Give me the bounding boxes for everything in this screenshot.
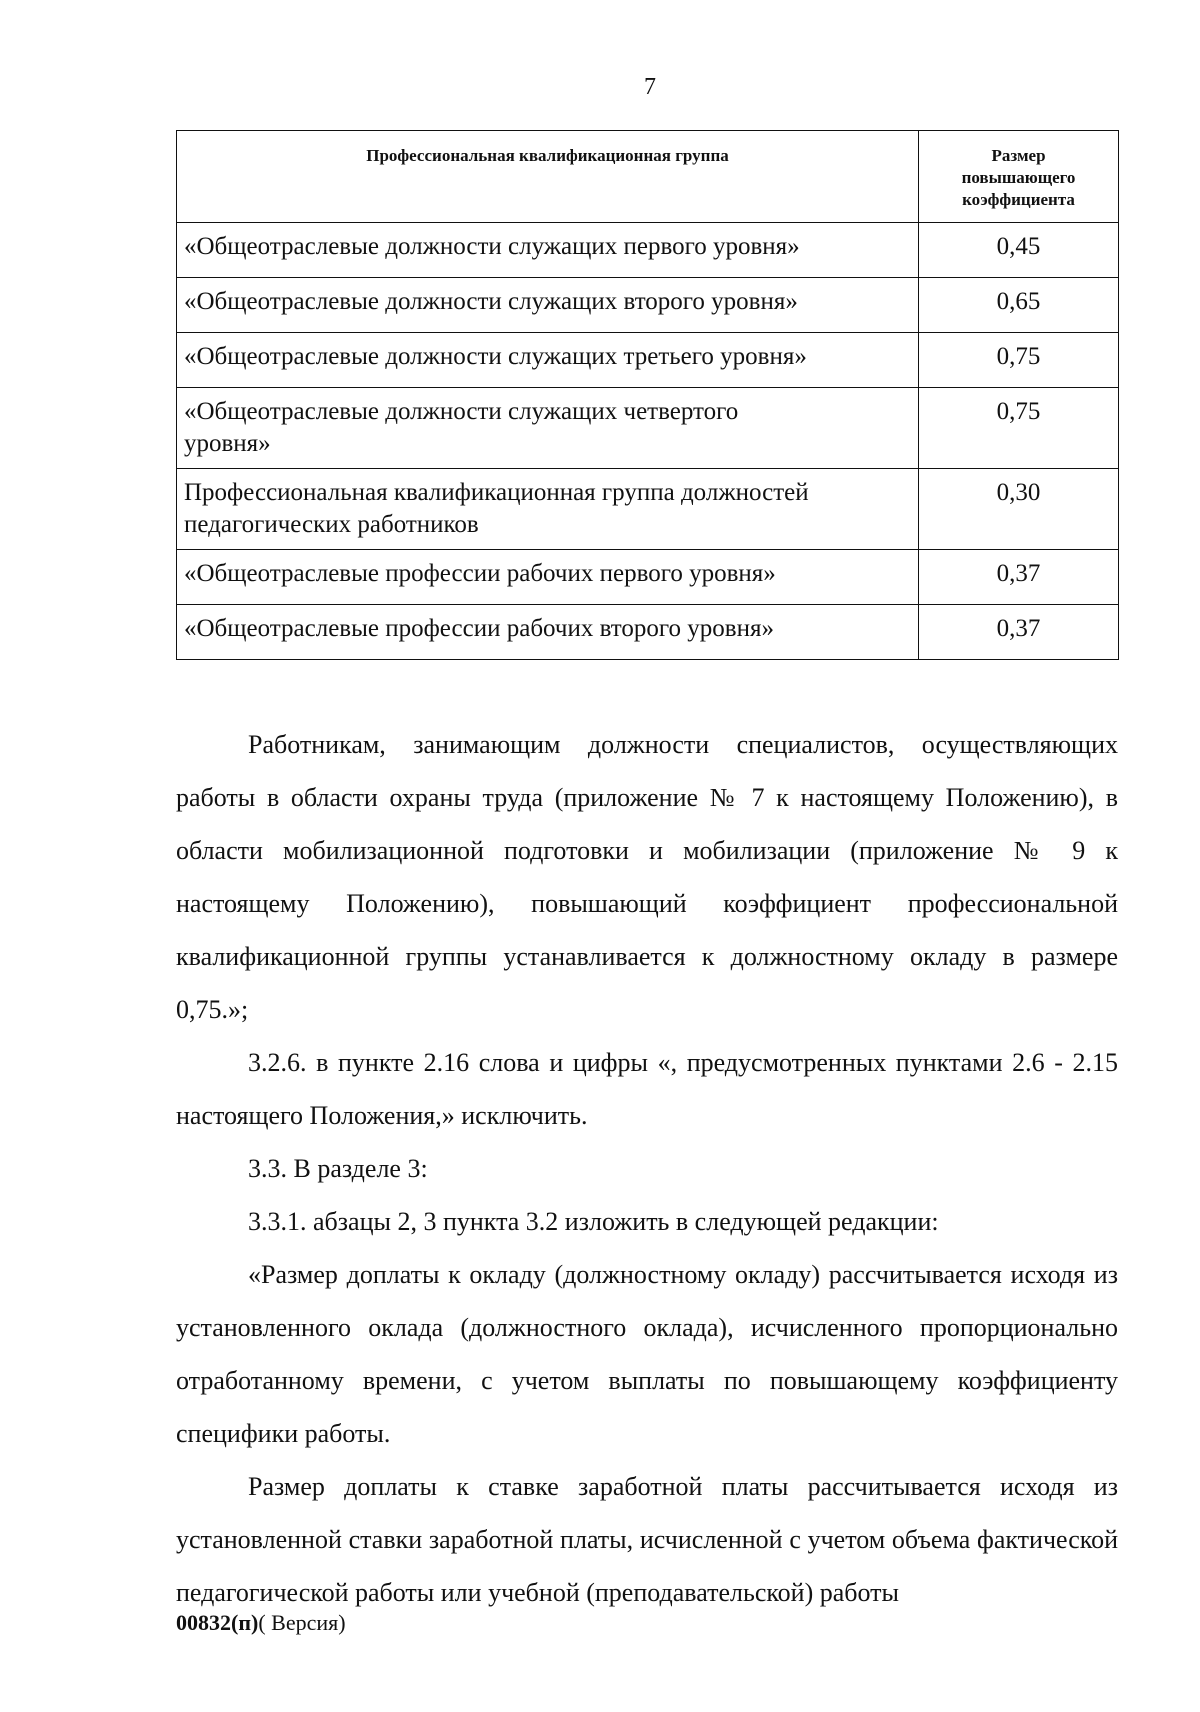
row-value: 0,37	[919, 550, 1119, 605]
paragraph: Размер доплаты к ставке заработной платы рассчитывается исходя из установленной ставки заработной платы, исчисленной с учетом объема фактической педагогической работы или учебной (преподавательской) работы	[176, 1472, 1118, 1607]
table-header-row	[177, 131, 1119, 223]
paragraph: 3.3.1. абзацы 2, 3 пункта 3.2 изложить в следующей редакции:	[248, 1207, 939, 1236]
table-row	[177, 223, 1119, 278]
row-group: «Общеотраслевые должности служащих третьего уровня»	[177, 333, 919, 388]
footer	[176, 1610, 346, 1636]
row-group	[177, 388, 919, 469]
row-group: «Общеотраслевые профессии рабочих первого уровня»	[177, 550, 919, 605]
footer-code: 00832(п)	[176, 1610, 259, 1635]
row-value: 0,37	[919, 605, 1119, 660]
row-group: Профессиональная квалификационная группа должностей педагогических работников	[177, 469, 919, 550]
paragraph: «Размер доплаты к окладу (должностному окладу) рассчитывается исходя из установленного оклада (должностного оклада), исчисленного пропорционально отработанному времени, с учетом выплаты по повышающему коэффициенту специфики работы.	[176, 1260, 1118, 1448]
row-group-text: «Общеотраслевые должности служащих четвертого уровня»	[184, 398, 739, 457]
paragraph: 3.3. В разделе 3:	[248, 1154, 428, 1183]
header-coefficient-text: Размер повышающего коэффициента	[961, 146, 1076, 209]
paragraph: 3.2.6. в пункте 2.16 слова и цифры «, предусмотренных пунктами 2.6 - 2.15 настоящего Положения,» исключить.	[176, 1048, 1118, 1130]
page-number: 7	[644, 74, 656, 100]
coefficient-table	[176, 130, 1119, 660]
row-group: «Общеотраслевые профессии рабочих второго уровня»	[177, 605, 919, 660]
table-row	[177, 278, 1119, 333]
footer-version: ( Версия)	[258, 1610, 346, 1635]
header-coefficient	[919, 131, 1119, 223]
table-row	[177, 388, 1119, 469]
row-value: 0,75	[919, 333, 1119, 388]
table-row	[177, 605, 1119, 660]
table-row	[177, 550, 1119, 605]
row-value: 0,45	[919, 223, 1119, 278]
row-value: 0,30	[919, 469, 1119, 550]
row-value: 0,75	[919, 388, 1119, 469]
table-row	[177, 469, 1119, 550]
paragraph: Работникам, занимающим должности специалистов, осуществляющих работы в области охраны труда (приложение № 7 к настоящему Положению), в области мобилизационной подготовки и мобилизации (приложение № 9 к настоящему Положению), повышающий коэффициент профессиональной квалификационной группы устанавливается к должностному окладу в размере 0,75.»;	[176, 730, 1118, 1024]
row-value: 0,65	[919, 278, 1119, 333]
table-row	[177, 333, 1119, 388]
body-text	[176, 718, 1118, 1619]
header-group: Профессиональная квалификационная группа	[177, 131, 919, 223]
row-group: «Общеотраслевые должности служащих первого уровня»	[177, 223, 919, 278]
row-group: «Общеотраслевые должности служащих второго уровня»	[177, 278, 919, 333]
